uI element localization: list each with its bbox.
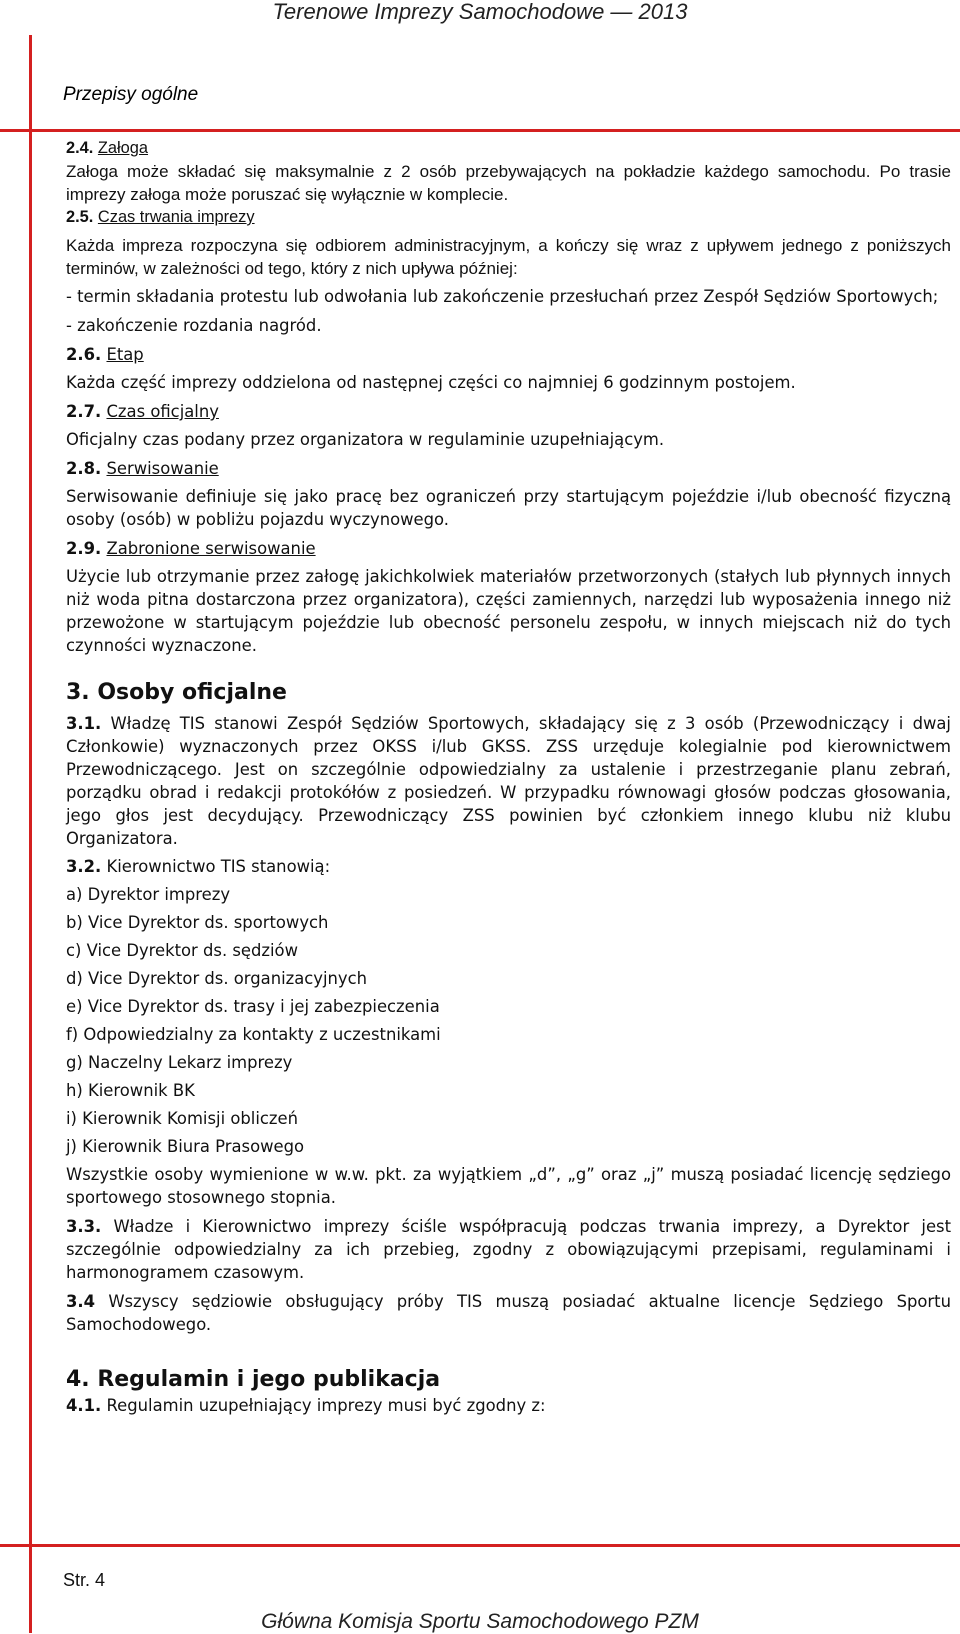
section-2-9-heading: 2.9. Zabronione serwisowanie (66, 539, 316, 558)
section-2-4-heading: 2.4. Załoga (66, 139, 149, 157)
running-header-title: Terenowe Imprezy Samochodowe — 2013 (272, 0, 688, 24)
list-item: c) Vice Dyrektor ds. sędziów (66, 941, 298, 960)
section-2-5-heading: 2.5. Czas trwania imprezy (66, 208, 255, 226)
footer-rule (0, 1544, 960, 1547)
list-item: e) Vice Dyrektor ds. trasy i jej zabezpieczenia (66, 997, 440, 1016)
section-2-6-heading: 2.6. Etap (66, 345, 144, 364)
list-item: i) Kierownik Komisji obliczeń (66, 1109, 298, 1128)
page-number: Str. 4 (63, 1570, 106, 1590)
header-rule (0, 129, 960, 132)
section-3-3: 3.3. Władze i Kierownictwo imprezy ściśle współpracują podczas trwania imprezy, a Dyrektor jest szczególnie odpowiedzialny za ich przebieg, zgodny z obowiązującymi przepisami, regulaminami i harmonogramem czasowym. (66, 1217, 951, 1282)
section-4-1: 4.1. Regulamin uzupełniający imprezy musi być zgodny z: (66, 1396, 546, 1415)
section-2-5-item-2: - zakończenie rozdania nagród. (66, 316, 322, 335)
running-footer: Główna Komisja Sportu Samochodowego PZM (261, 1610, 699, 1633)
left-margin-rule (29, 35, 32, 1633)
running-header-subtitle: Przepisy ogólne (63, 84, 199, 105)
section-3-4: 3.4 Wszyscy sędziowie obsługujący próby TIS muszą posiadać aktualne licencje Sędziego Sportu Samochodowego. (66, 1292, 951, 1334)
section-2-7-heading: 2.7. Czas oficjalny (66, 402, 219, 421)
section-3-2-intro: 3.2. Kierownictwo TIS stanowią: (66, 857, 331, 876)
section-4-heading: 4. Regulamin i jego publikacja (66, 1367, 441, 1392)
section-3-1: 3.1. Władzę TIS stanowi Zespół Sędziów Sportowych, składający się z 3 osób (Przewodniczący i dwaj Członkowie) wyznaczonych przez OKSS i/lub GKSS. ZSS urzęduje kolegialnie pod kierownictwem Przewodniczącego. Jest on szczególnie odpowiedzialny za ustalenie i przestrzeganie planu zebrań, porządku obrad i redakcji protokółów z posiedzeń. W przypadku równowagi głosów podczas głosowania, jego głos jest decydujący. Przewodniczący ZSS powinien być członkiem innego klubu niż klubu Organizatora. (66, 714, 951, 848)
section-3-heading: 3. Osoby oficjalne (66, 680, 287, 705)
section-2-4-body: Załoga może składać się maksymalnie z 2 osób przebywających na pokładzie każdego samochodu. Po trasie imprezy załoga może poruszać się wyłącznie w komplecie. (66, 162, 951, 204)
section-2-8-heading: 2.8. Serwisowanie (66, 459, 219, 478)
list-item: g) Naczelny Lekarz imprezy (66, 1053, 293, 1072)
section-3-2-note: Wszystkie osoby wymienione w w.w. pkt. za wyjątkiem „d”, „g” oraz „j” muszą posiadać licencję sędziego sportowego stosownego stopnia. (66, 1165, 951, 1207)
section-2-5-body: Każda impreza rozpoczyna się odbiorem administracyjnym, a kończy się wraz z upływem jednego z poniższych terminów, w zależności od tego, który z nich upływa później: (66, 236, 951, 278)
section-2-8-body: Serwisowanie definiuje się jako pracę bez ograniczeń przy startującym pojeździe i/lub obecność fizyczną osoby (osób) w pobliżu pojazdu wyczynowego. (66, 487, 951, 529)
list-item: f) Odpowiedzialny za kontakty z uczestnikami (66, 1025, 441, 1044)
section-2-9-body: Użycie lub otrzymanie przez załogę jakichkolwiek materiałów przetworzonych (stałych lub płynnych innych niż woda pitna dostarczona przez organizatora), części zamiennych, narzędzi lub wyposażenia innego niż przewożone w startującym pojeździe lub obecność personelu zespołu, w innych miejscach niż do tych czynności wyznaczone. (66, 567, 951, 655)
section-2-7-body: Oficjalny czas podany przez organizatora w regulaminie uzupełniającym. (66, 430, 665, 449)
list-item: b) Vice Dyrektor ds. sportowych (66, 913, 329, 932)
list-item: h) Kierownik BK (66, 1081, 195, 1100)
list-item: a) Dyrektor imprezy (66, 885, 231, 904)
list-item: j) Kierownik Biura Prasowego (66, 1137, 305, 1156)
section-2-5-item-1: - termin składania protestu lub odwołania lub zakończenie przesłuchań przez Zespół Sędziów Sportowych; (66, 287, 939, 306)
list-item: d) Vice Dyrektor ds. organizacyjnych (66, 969, 368, 988)
section-2-6-body: Każda część imprezy oddzielona od następnej części co najmniej 6 godzinnym postojem. (66, 373, 796, 392)
document-body (66, 137, 951, 1417)
officials-list (66, 883, 951, 1158)
